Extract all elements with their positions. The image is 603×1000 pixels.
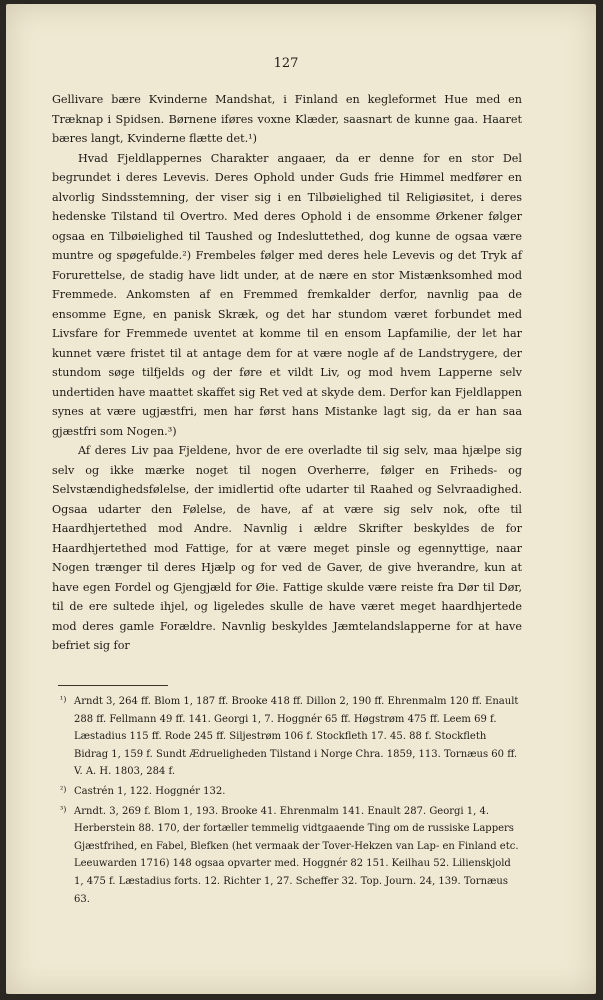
footnote [60, 803, 520, 909]
footnote [60, 693, 520, 781]
footnote-divider [58, 685, 168, 686]
footnote-marker: ²) [60, 784, 67, 794]
page-number: 127 [273, 56, 299, 71]
body-text [52, 90, 522, 656]
footnote-marker: ¹) [60, 695, 67, 704]
footnote-text: Castrén 1, 122. Hoggnér 132. [74, 785, 226, 797]
footnote-text: Arndt 3, 264 ff. Blom 1, 187 ff. Brooke 418 ff. Dillon 2, 190 ff. Ehrenmalm 120 ff. Enault 288 ff. Fellmann 49 ff. 141. Georgi 1, 7. Hoggnér 65 ff. Høgstrøm 475 ff. Leem 69 f. Læstadius 115 ff. Rode 245 ff. Siljestrøm 106 f. Stockfleth 17. 45. 88 f. Stockfleth Bidrag 1, 159 f. Sundt Ædrueligheden Tilstand i Norge Chra. 1859, 113. Tornæus 60 ff. V. A. H. 1803, 284 f. [74, 696, 519, 778]
footnote [60, 783, 520, 801]
book-page [6, 4, 596, 994]
paragraph: Hvad Fjeldlappernes Charakter angaaer, da er denne for en stor Del begrundet i deres Levevis. Deres Ophold under Guds frie Himmel medfører en alvorlig Sindsstemning, der viser sig i en Tilbøielighed til Religiøsitet, i deres hedenske Tilstand til Overtro. Med deres Ophold i de ensomme Ørkener følger ogsaa en Tilbøielighed til Taushed og Indesluttethed, dog kunne de ogsaa være muntre og spøgefulde.²) Frembeles følger med deres hele Levevis og det Tryk af Forurettelse, de stadig have lidt under, at de nære en stor Mistænksomhed mod Fremmede. Ankomsten af en Fremmed fremkalder derfor, navnlig paa de ensomme Egne, en panisk Skræk, og det har stundom været forbundet med Livsfare for Fremmede uventet at komme til en ensom Lapfamilie, der let har kunnet være fristet til at antage dem for at være nogle af de Landstrygere, der stundom søge tilfjelds og der føre et vildt Liv, og mod hvem Lapperne selv undertiden have maattet skaffet sig Ret ved at skyde dem. Derfor kan Fjeldlappen synes at være ugjæstfri, men har først hans Mistanke lagt sig, da er han saa gjæstfri som Nogen.³) [52, 151, 522, 438]
paragraph: Af deres Liv paa Fjeldene, hvor de ere overladte til sig selv, maa hjælpe sig selv og ikke mærke noget til nogen Overherre, følger en Friheds- og Selvstændighedsfølelse, der imidlertid ofte udarter til Raahed og Selvraadighed. Ogsaa udarter den Følelse, de have, af at være sig selv nok, ofte til Haardhjertethed mod Andre. Navnlig i ældre Skrifter beskyldes de for Haardhjertethed mod Fattige, for at være meget pinsle og egennyttige, naar Nogen trænger til deres Hjælp og for ved de Gaver, de give hverandre, kun at have egen Fordel og Gjengjæld for Øie. Fattige skulde være reiste fra Dør til Dør, til de ere sultede ihjel, og ligeledes skulle de have været meget haardhjertede mod deres gamle Forældre. Navnlig beskyldes Jæmtelandslapperne for at have befriet sig for [52, 444, 522, 652]
footnotes [60, 693, 520, 910]
paragraph: Gellivare bære Kvinderne Mandshat, i Finland en kegleformet Hue med en Træknap i Spidsen. Børnene iføres voxne Klæder, saasnart de kunne gaa. Haaret bæres langt, Kvinderne flætte det.¹) [52, 93, 522, 145]
footnote-text: Arndt. 3, 269 f. Blom 1, 193. Brooke 41. Ehrenmalm 141. Enault 287. Georgi 1, 4. Herberstein 88. 170, der fortæller temmelig vidtgaaende Ting om de russiske Lappers Gjæstfrihed, en Fabel, Blefken (het vermaak der Tover-Hekzen van Lap- en Finland etc. Leeuwarden 1716) 148 ogsaa opvarter med. Hoggnér 82 151. Keilhau 52. Lilienskjold 1, 475 f. Læstadius forts. 12. Richter 1, 27. Scheffer 32. Top. Journ. 24, 139. Tornæus 63. [74, 805, 519, 905]
footnote-marker: ³) [60, 804, 67, 814]
